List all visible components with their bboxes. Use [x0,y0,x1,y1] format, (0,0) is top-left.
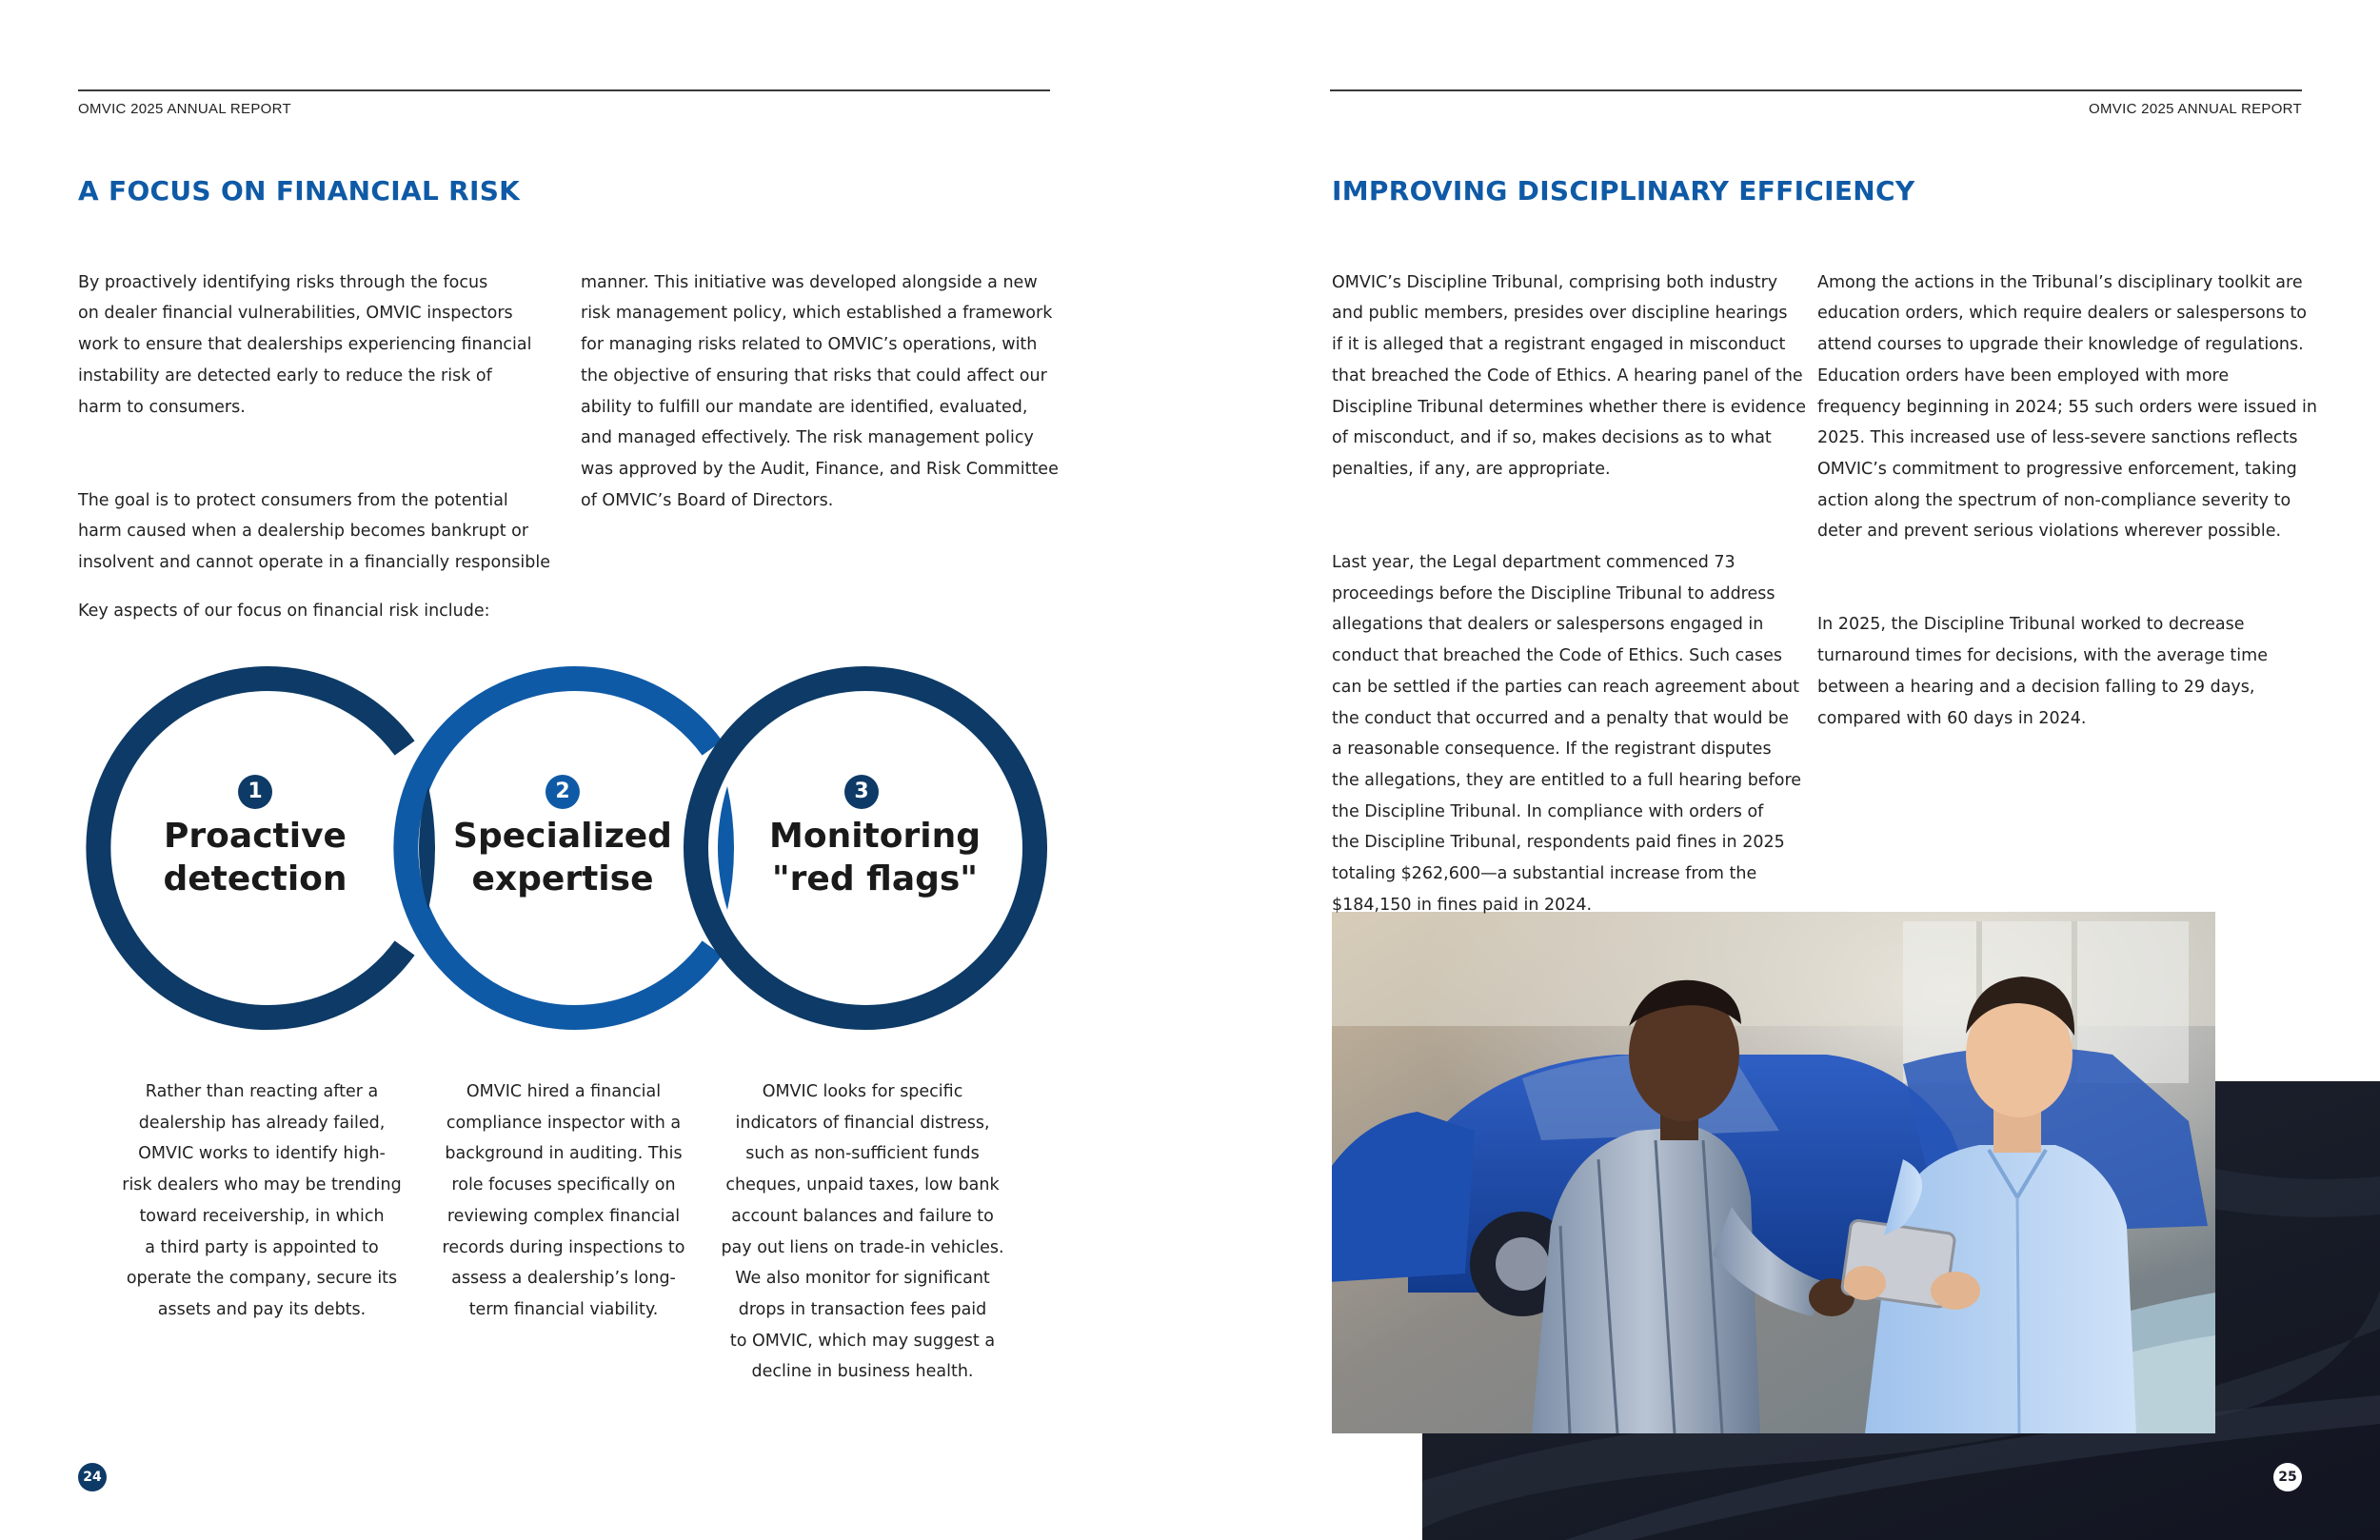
paragraph: In 2025, the Discipline Tribunal worked to decrease turnaround times for decisions, with the average time between a hearing and a decision falling to 29 days, compared with 60 days in 2024. [1817,615,2268,728]
aspect-title: Monitoring "red flags" [769,817,981,898]
paragraph: OMVIC’s Discipline Tribunal, comprising both industry and public members, presides over discipline hearings if it is alleged that a registrant engaged in misconduct that breached the Code of Ethics. A hearing panel of the Discipline Tribunal determines whether there is evidence of misconduct, and if so, makes decisions as to what penalties, if any, are appropriate. [1332,272,1807,479]
aspect-title: Proactive detection [163,817,347,898]
body-column-1 [78,236,573,609]
header-rule [78,89,1050,91]
aspect-number-badge: 3 [844,775,879,809]
aspect-number-badge: 2 [545,775,580,809]
paragraph: By proactively identifying risks through the focus on dealer financial vulnerabilities, OMVIC inspectors work to ensure that dealerships experiencing financial instability are detected early to reduce the risk of harm to consumers. [78,272,532,417]
aspect-title: Specialized expertise [453,817,672,898]
aspect-description: OMVIC looks for specific indicators of financial distress, such as non-sufficient funds cheques, unpaid taxes, low bank account balances and failure to pay out liens on trade-in vehicles. We also monitor for significant drops in transaction fees paid to OMVIC, which may suggest a decline in business health. [721,1082,1004,1382]
paragraph: manner. This initiative was developed alongside a new risk management policy, which established a framework for managing risks related to OMVIC’s operations, with the objective of ensuring that risks that could affect our ability to fulfill our mandate are identified, evaluated, and managed effectively. The risk management policy was approved by the Audit, Finance, and Risk Committee of OMVIC’s Board of Directors. [581,272,1059,510]
aspect-number-badge: 1 [238,775,272,809]
body-column-2 [1817,236,2322,765]
body-column-2 [581,236,1076,547]
paragraph: Among the actions in the Tribunal’s disciplinary toolkit are education orders, which require dealers or salespersons to attend courses to upgrade their knowledge of regulations. Education orders have been employed with more frequency beginning in 2024; 55 such orders were issued in 2025. This increased use of less-severe sanctions reflects OMVIC’s commitment to progressive enforcement, taking action along the spectrum of non-compliance severity to deter and prevent serious violations wherever possible. [1817,272,2317,542]
page-number: 25 [2273,1463,2302,1491]
section-heading: A FOCUS ON FINANCIAL RISK [78,175,521,207]
page-number: 24 [78,1463,107,1491]
body-column-1 [1332,236,1808,952]
section-heading: IMPROVING DISCIPLINARY EFFICIENCY [1332,175,1915,207]
aspect-description: OMVIC hired a financial compliance inspector with a background in auditing. This role focuses specifically on reviewing complex financial records during inspections to assess a dealership’s long- term financial viability. [442,1082,685,1319]
running-head: OMVIC 2025 ANNUAL REPORT [78,101,291,117]
aspect-description: Rather than reacting after a dealership has already failed, OMVIC works to identify high- risk dealers who may be trending toward receivership, in which a third party is appointed to operate the company, secure its assets and pay its debts. [122,1082,402,1319]
key-aspects-intro: Key aspects of our focus on financial risk include: [78,602,490,621]
paragraph: The goal is to protect consumers from the potential harm caused when a dealership becomes bankrupt or insolvent and cannot operate in a financially responsible [78,490,551,573]
paragraph: Last year, the Legal department commenced 73 proceedings before the Discipline Tribunal to address allegations that dealers or salespersons engaged in conduct that breached the Code of Ethics. Such cases can be settled if the parties can reach agreement about the conduct that occurred and a penalty that would be a reasonable consequence. If the registrant disputes the allegations, they are entitled to a full hearing before the Discipline Tribunal. In compliance with orders of the Discipline Tribunal, respondents paid fines in 2025 totaling $262,600—a substantial increase from the $184,150 in fines paid in 2024. [1332,553,1802,915]
right-page [1190,0,2380,1540]
running-head: OMVIC 2025 ANNUAL REPORT [2089,101,2302,117]
header-rule [1330,89,2302,91]
